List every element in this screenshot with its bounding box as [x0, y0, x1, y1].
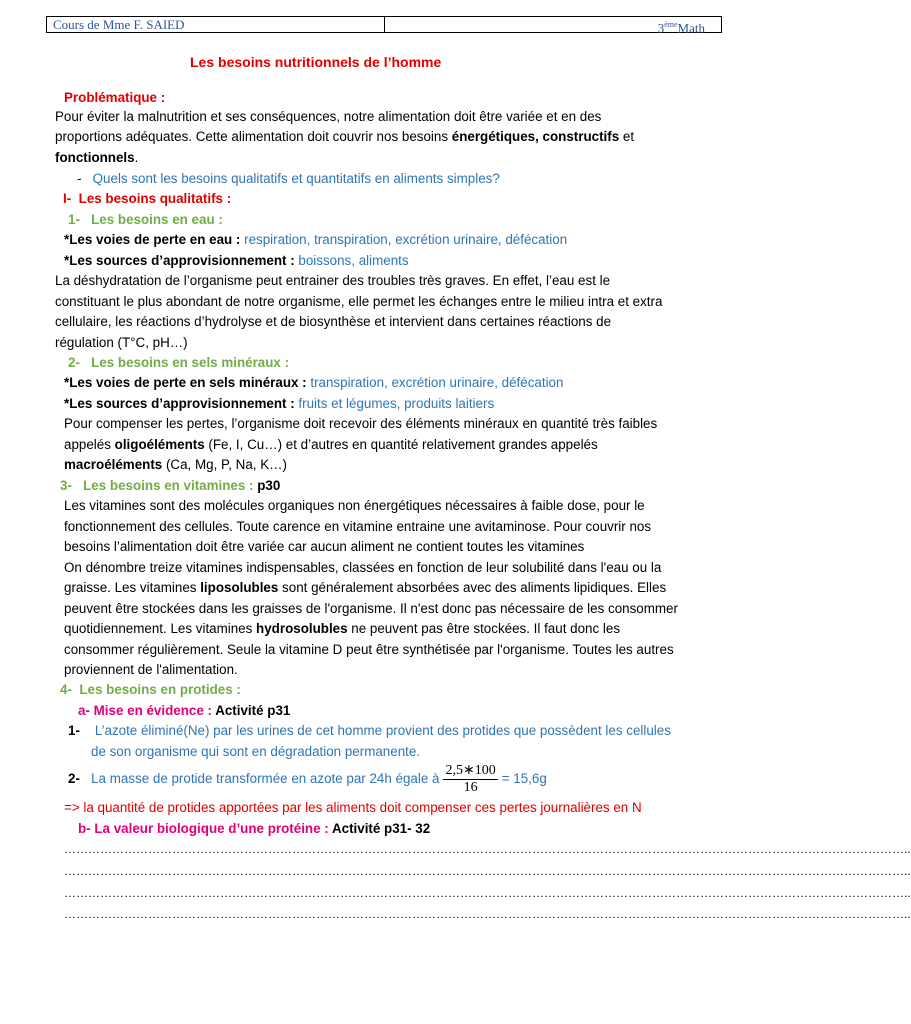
- vitamines-line-5: [64, 579, 666, 597]
- bold-run: hydrosolubles: [256, 621, 348, 636]
- answer-line: …………………………………………………………………………………………………………………………………………………………………………………………..: [64, 864, 911, 878]
- class-level: [385, 17, 721, 36]
- eau-paragraph-1: La déshydratation de l’organisme peut entrainer des troubles très graves. En effet, l’eau est le: [55, 273, 611, 288]
- bold-run: liposolubles: [200, 580, 279, 595]
- blue-run: transpiration, excrétion urinaire, défécation: [306, 375, 564, 390]
- vitamines-line-8: consommer régulièrement. Seule la vitamine D peut être synthétisée par l'organisme. Toutes les autres: [64, 642, 674, 657]
- fraction-numerator: 2,5∗100: [445, 762, 496, 778]
- text-run: proportions adéquates. Cette alimentation doit couvrir nos besoins: [55, 129, 452, 144]
- item-label: Les besoins en eau :: [91, 212, 223, 227]
- text-run: ne peuvent pas être stockées. Il faut donc les: [347, 621, 621, 636]
- item-num: 1-: [68, 212, 80, 227]
- vitamines-heading: [60, 477, 280, 495]
- item-num: 3-: [60, 478, 72, 493]
- bold-run: oligoéléments: [114, 437, 205, 452]
- teacher-name: Cours de Mme F. SAIED: [47, 17, 385, 32]
- vitamines-line-1: Les vitamines sont des molécules organiques non énergétiques nécessaires à faible dose, pour le: [64, 498, 645, 513]
- protides-heading: [60, 681, 241, 699]
- result: = 15,6g: [501, 771, 547, 786]
- answer-line: …………………………………………………………………………………………………………………………………………………………………………………………..: [64, 886, 911, 900]
- problematique-label: Problématique :: [64, 90, 166, 105]
- bold-run: *Les voies de perte en sels minéraux :: [64, 375, 307, 390]
- answer-line: …………………………………………………………………………………………………………………………………………………………………………………………..: [64, 842, 911, 856]
- class-number: 3: [657, 20, 665, 36]
- problematique-line-3: [55, 149, 138, 167]
- vitamines-line-4: On dénombre treize vitamines indispensables, classées en fonction de leur solubilité dans l'eau ou la: [64, 560, 662, 575]
- section-1-heading: [63, 190, 231, 208]
- question-line: [77, 170, 500, 188]
- eau-perte: [64, 231, 567, 249]
- fraction: [443, 763, 497, 796]
- blue-run: La masse de protide transformée en azote par 24h égale à: [91, 771, 440, 786]
- text-run: (Ca, Mg, P, Na, K…): [162, 457, 288, 472]
- sels-perte: [64, 374, 563, 392]
- class-sup: ème: [664, 20, 678, 29]
- bold-run: macroéléments: [64, 457, 163, 472]
- item-num: 2-: [68, 355, 80, 370]
- eau-paragraph-2: constituant le plus abondant de notre organisme, elle permet les échanges entre le milieu intra et extra: [55, 294, 663, 309]
- sels-paragraph-1: Pour compenser les pertes, l’organisme doit recevoir des éléments minéraux en quantité très faibles: [64, 416, 658, 431]
- problematique-line-1: Pour éviter la malnutrition et ses conséquences, notre alimentation doit être variée et en des: [55, 109, 602, 124]
- text-run: et: [619, 129, 635, 144]
- item-label: Les besoins en sels minéraux :: [91, 355, 290, 370]
- problematique-line-2: [55, 128, 634, 146]
- text-run: graisse. Les vitamines: [64, 580, 201, 595]
- subheading: b- La valeur biologique d’une protéine :: [78, 821, 332, 836]
- text-run: (Fe, I, Cu…) et d’autres en quantité relativement grandes appelés: [204, 437, 598, 452]
- eau-heading: [68, 211, 223, 229]
- answer-line: …………………………………………………………………………………………………………………………………………………………………………………………..: [64, 907, 911, 921]
- text-run: sont généralement absorbées avec des aliments lipidiques. Elles: [278, 580, 667, 595]
- bullet-dash: -: [77, 171, 82, 186]
- blue-run: respiration, transpiration, excrétion urinaire, défécation: [240, 232, 568, 247]
- eau-paragraph-4: régulation (T°C, pH…): [55, 335, 188, 350]
- activity-ref: Activité p31- 32: [331, 821, 431, 836]
- class-subject: Math: [677, 20, 705, 36]
- item-label: Les besoins en vitamines :: [83, 478, 254, 493]
- eau-sources: [64, 252, 409, 270]
- valeur-biologique: [78, 820, 430, 838]
- text-run: appelés: [64, 437, 115, 452]
- bold-run: *Les sources d’approvisionnement :: [64, 396, 295, 411]
- blue-run: boissons, aliments: [294, 253, 409, 268]
- item-num: 4-: [60, 682, 72, 697]
- header-table: [46, 16, 722, 36]
- eau-paragraph-3: cellulaire, les réactions d’hydrolyse et de biosynthèse et intervient dans certaines réactions de: [55, 314, 612, 329]
- bold-run: *Les voies de perte en eau :: [64, 232, 241, 247]
- page-ref: p30: [253, 478, 281, 493]
- blue-run: L’azote éliminé(Ne) par les urines de cet homme provient des protides que possèdent les cellules: [94, 723, 671, 738]
- activity-ref: Activité p31: [215, 703, 291, 718]
- blue-run: fruits et légumes, produits laitiers: [294, 396, 495, 411]
- mise-en-evidence: [78, 702, 290, 720]
- vitamines-line-6: peuvent être stockées dans les graisses de l'organisme. Il n'est donc pas nécessaire de les consommer: [64, 601, 678, 616]
- vitamines-line-2: fonctionnement des cellules. Toute carence en vitamine entraine une avitaminose. Pour couvrir nos: [64, 519, 652, 534]
- subheading: a- Mise en évidence :: [78, 703, 216, 718]
- text-run: .: [134, 150, 139, 165]
- sels-paragraph-3: [64, 456, 287, 474]
- vitamines-line-9: proviennent de l'alimentation.: [64, 662, 238, 677]
- section-num: I-: [63, 191, 72, 206]
- protides-item-1-cont: de son organisme qui sont en dégradation permanente.: [91, 744, 421, 759]
- bold-run: *Les sources d’approvisionnement :: [64, 253, 295, 268]
- item-num: 2-: [68, 771, 80, 786]
- vitamines-line-3: besoins l’alimentation doit être variée car aucun aliment ne contient toutes les vitamines: [64, 539, 585, 554]
- item-num: 1-: [68, 723, 80, 738]
- fraction-denominator: 16: [463, 779, 478, 795]
- protides-item-2: [68, 762, 547, 796]
- vitamines-line-7: [64, 620, 620, 638]
- sels-heading: [68, 354, 289, 372]
- section-label: Les besoins qualitatifs :: [78, 191, 232, 206]
- question-text: Quels sont les besoins qualitatifs et quantitatifs en aliments simples?: [92, 171, 500, 186]
- page-title: Les besoins nutritionnels de l’homme: [190, 54, 442, 70]
- item-label: Les besoins en protides :: [79, 682, 241, 697]
- protides-item-1: [68, 722, 671, 740]
- sels-sources: [64, 395, 494, 413]
- bold-run: fonctionnels: [55, 150, 135, 165]
- text-run: quotidiennement. Les vitamines: [64, 621, 257, 636]
- sels-paragraph-2: [64, 436, 598, 454]
- bold-run: énergétiques, constructifs: [451, 129, 620, 144]
- conclusion: => la quantité de protides apportées par les aliments doit compenser ces pertes journalières en N: [64, 800, 642, 815]
